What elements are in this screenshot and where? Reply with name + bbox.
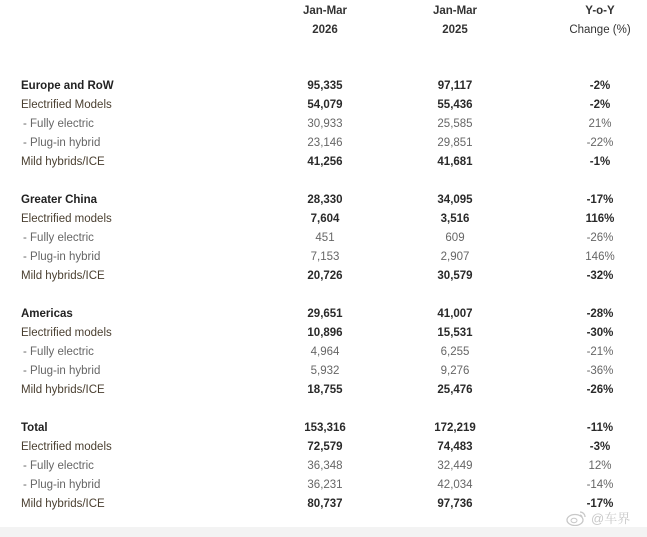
value-2025: 32,449 bbox=[437, 460, 473, 472]
value-2026: 7,153 bbox=[310, 251, 340, 263]
region-row bbox=[0, 77, 647, 96]
value-2026: 72,579 bbox=[307, 441, 343, 453]
value-2026: 153,316 bbox=[304, 422, 346, 434]
header-yoy-change bbox=[555, 2, 645, 40]
yoy-change: -2% bbox=[589, 80, 611, 92]
yoy-change: -26% bbox=[586, 232, 614, 244]
row-label: - Fully electric bbox=[23, 346, 94, 358]
region-row bbox=[0, 305, 647, 324]
fully-electric-row bbox=[0, 343, 647, 362]
header-jan-mar-2025 bbox=[415, 2, 495, 40]
header-line2: 2025 bbox=[442, 24, 468, 36]
yoy-change: -22% bbox=[586, 137, 614, 149]
yoy-change: 12% bbox=[588, 460, 612, 472]
value-2025: 41,007 bbox=[437, 308, 473, 320]
value-2025: 609 bbox=[445, 232, 465, 244]
mild-hybrid-ice-row bbox=[0, 153, 647, 172]
plug-in-hybrid-row bbox=[0, 476, 647, 495]
value-2025: 41,681 bbox=[437, 156, 473, 168]
value-2026: 28,330 bbox=[307, 194, 343, 206]
value-2026: 10,896 bbox=[307, 327, 343, 339]
row-label: - Fully electric bbox=[23, 460, 94, 472]
header-line1: Y-o-Y bbox=[585, 5, 615, 17]
value-2026: 36,231 bbox=[307, 479, 343, 491]
row-label: - Plug-in hybrid bbox=[23, 137, 101, 149]
yoy-change: -21% bbox=[586, 346, 614, 358]
value-2025: 3,516 bbox=[440, 213, 470, 225]
value-2026: 95,335 bbox=[307, 80, 343, 92]
value-2026: 30,933 bbox=[307, 118, 343, 130]
value-2025: 74,483 bbox=[437, 441, 473, 453]
value-2026: 36,348 bbox=[307, 460, 343, 472]
yoy-change: -30% bbox=[586, 327, 614, 339]
value-2025: 9,276 bbox=[440, 365, 470, 377]
yoy-change: 116% bbox=[585, 213, 615, 225]
value-2025: 25,476 bbox=[437, 384, 473, 396]
value-2025: 15,531 bbox=[437, 327, 473, 339]
row-label: - Fully electric bbox=[23, 232, 94, 244]
row-label: Mild hybrids/ICE bbox=[21, 384, 105, 396]
yoy-change: -3% bbox=[589, 441, 611, 453]
value-2025: 97,736 bbox=[437, 498, 473, 510]
watermark bbox=[566, 508, 630, 527]
table-section bbox=[0, 191, 647, 286]
value-2025: 2,907 bbox=[440, 251, 470, 263]
header-line1: Jan-Mar bbox=[302, 5, 348, 17]
table-section bbox=[0, 77, 647, 172]
mild-hybrid-ice-row bbox=[0, 495, 647, 514]
fully-electric-row bbox=[0, 115, 647, 134]
value-2025: 55,436 bbox=[437, 99, 473, 111]
value-2025: 34,095 bbox=[437, 194, 473, 206]
value-2025: 25,585 bbox=[437, 118, 473, 130]
region-row bbox=[0, 419, 647, 438]
electrified-row bbox=[0, 438, 647, 457]
value-2026: 54,079 bbox=[307, 99, 343, 111]
value-2026: 4,964 bbox=[310, 346, 340, 358]
watermark-text: @车界 bbox=[591, 511, 631, 526]
row-label: Electrified Models bbox=[21, 99, 112, 111]
yoy-change: -32% bbox=[586, 270, 614, 282]
value-2026: 20,726 bbox=[307, 270, 343, 282]
table-section bbox=[0, 305, 647, 400]
plug-in-hybrid-row bbox=[0, 134, 647, 153]
value-2026: 451 bbox=[315, 232, 335, 244]
yoy-change: -17% bbox=[586, 498, 614, 510]
mild-hybrid-ice-row bbox=[0, 267, 647, 286]
value-2025: 42,034 bbox=[437, 479, 473, 491]
yoy-change: 146% bbox=[585, 251, 615, 263]
value-2026: 23,146 bbox=[307, 137, 343, 149]
yoy-change: -2% bbox=[589, 99, 611, 111]
row-label: Mild hybrids/ICE bbox=[21, 156, 105, 168]
row-label: Total bbox=[21, 422, 48, 434]
mild-hybrid-ice-row bbox=[0, 381, 647, 400]
value-2025: 172,219 bbox=[434, 422, 476, 434]
row-label: - Plug-in hybrid bbox=[23, 251, 101, 263]
yoy-change: 21% bbox=[588, 118, 612, 130]
footer-strip bbox=[0, 527, 647, 537]
row-label: Europe and RoW bbox=[21, 80, 114, 92]
value-2025: 29,851 bbox=[437, 137, 473, 149]
yoy-change: -1% bbox=[589, 156, 611, 168]
value-2026: 5,932 bbox=[310, 365, 340, 377]
value-2026: 29,651 bbox=[307, 308, 343, 320]
row-label: Greater China bbox=[21, 194, 98, 206]
plug-in-hybrid-row bbox=[0, 362, 647, 381]
electrified-row bbox=[0, 324, 647, 343]
yoy-change: -36% bbox=[586, 365, 614, 377]
header-line2: Change (%) bbox=[569, 24, 631, 36]
fully-electric-row bbox=[0, 457, 647, 476]
value-2026: 7,604 bbox=[310, 213, 340, 225]
electrified-row bbox=[0, 210, 647, 229]
region-row bbox=[0, 191, 647, 210]
fully-electric-row bbox=[0, 229, 647, 248]
row-label: Electrified models bbox=[21, 327, 112, 339]
yoy-change: -14% bbox=[586, 479, 614, 491]
plug-in-hybrid-row bbox=[0, 248, 647, 267]
value-2025: 97,117 bbox=[437, 80, 473, 92]
row-label: - Fully electric bbox=[23, 118, 94, 130]
electrified-row bbox=[0, 96, 647, 115]
value-2026: 18,755 bbox=[307, 384, 343, 396]
row-label: Mild hybrids/ICE bbox=[21, 498, 105, 510]
yoy-change: -17% bbox=[586, 194, 614, 206]
value-2025: 30,579 bbox=[437, 270, 473, 282]
value-2025: 6,255 bbox=[440, 346, 470, 358]
row-label: Mild hybrids/ICE bbox=[21, 270, 105, 282]
yoy-change: -28% bbox=[586, 308, 614, 320]
value-2026: 41,256 bbox=[307, 156, 343, 168]
weibo-icon bbox=[566, 510, 588, 526]
row-label: Americas bbox=[21, 308, 73, 320]
yoy-change: -26% bbox=[586, 384, 614, 396]
row-label: Electrified models bbox=[21, 441, 112, 453]
header-line2: 2026 bbox=[312, 24, 338, 36]
row-label: - Plug-in hybrid bbox=[23, 365, 101, 377]
row-label: - Plug-in hybrid bbox=[23, 479, 101, 491]
row-label: Electrified models bbox=[21, 213, 112, 225]
table-section bbox=[0, 419, 647, 514]
yoy-change: -11% bbox=[586, 422, 614, 434]
header-jan-mar-2026 bbox=[285, 2, 365, 40]
value-2026: 80,737 bbox=[307, 498, 343, 510]
header-line1: Jan-Mar bbox=[432, 5, 478, 17]
